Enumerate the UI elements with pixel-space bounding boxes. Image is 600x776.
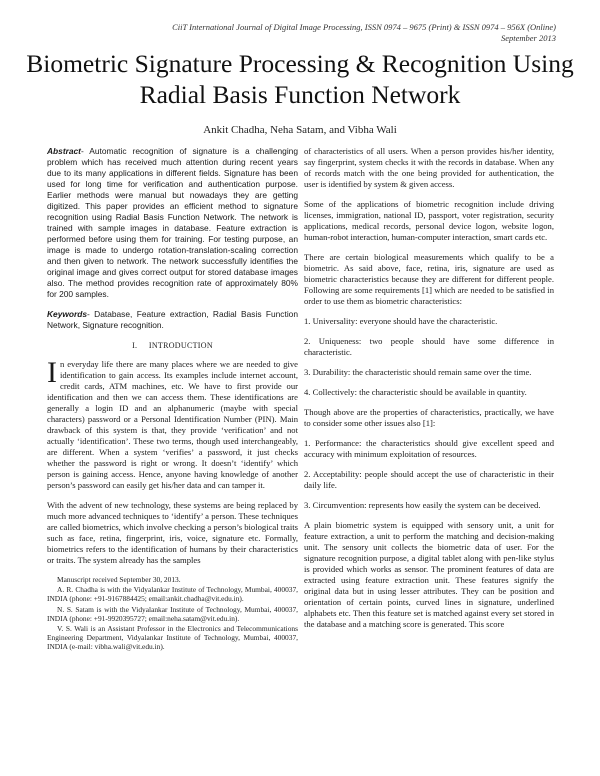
section-number: I. bbox=[132, 341, 138, 350]
introduction-body bbox=[47, 356, 298, 566]
journal-header bbox=[136, 22, 556, 43]
abstract-text: - Automatic recognition of signature is a challenging problem which has received much attention during recent years due to its many applications in different fields. Signature has been used for long time for verification and authentication purpose. Earlier methods were manual but nowadays they are getting digitized. This paper provides an efficient method to signature recognition using Radial Basis Function Network. The network is trained with sample images in database. Feature extraction is performed before using them for training. For testing purpose, an image is made to undergo rotation-translation-scaling correction and then given to network. The network successfully identifies the original image and gives correct output for stored database images also. The method provides recognition rate of approximately 80% for 200 samples. bbox=[47, 146, 298, 299]
issue-item: 1. Performance: the characteristics should give excellent speed and accuracy with minimum exploitation of resources. bbox=[304, 438, 554, 459]
section-heading-introduction bbox=[47, 340, 298, 351]
left-column bbox=[47, 146, 298, 653]
paper-title-line1: Biometric Signature Processing & Recognition Using bbox=[26, 49, 574, 78]
keywords bbox=[47, 309, 298, 331]
abstract-label: Abstract bbox=[47, 146, 81, 156]
paper-title-line2: Radial Basis Function Network bbox=[139, 80, 461, 109]
section-title: INTRODUCTION bbox=[148, 341, 213, 350]
right-paragraph-3: There are certain biological measurements which qualify to be a biometric. As said above, face, retina, iris, signature are used as biometric characteristics because they are different for different people. Following are some requirements [1] which are needed to be satisfied in order to use them as biometric characteristics: bbox=[304, 252, 554, 306]
requirement-item: 3. Durability: the characteristic should remain same over the time. bbox=[304, 367, 532, 377]
footnote-author-2: N. S. Satam is with the Vidyalankar Institute of Technology, Mumbai, 400037, INDIA (phone: +91-9920395727; email:neha.satam@vit.edu.in). bbox=[47, 604, 298, 623]
footnote-author-1: A. R. Chadha is with the Vidyalankar Institute of Technology, Mumbai, 400037, INDIA (phone: +91-9167884425; email:ankit.chadha@vit.edu.in). bbox=[47, 585, 298, 604]
right-paragraph-2: Some of the applications of biometric recognition include driving licenses, immigration, national ID, passport, voter registration, security applications, medical records, personal device logon, website logon, human-robot interaction, human-computer interaction, smart cards etc. bbox=[304, 199, 554, 242]
right-paragraph-1: of characteristics of all users. When a person provides his/her identity, say fingerprint, system checks it with the records in database. When any of records match with the one being provided for authentication, the user is identified by system & given access. bbox=[304, 146, 554, 189]
right-column bbox=[304, 146, 554, 639]
footnote-received: Manuscript received September 30, 2013. bbox=[57, 575, 181, 584]
drop-cap: I bbox=[47, 356, 57, 389]
paper-title bbox=[20, 48, 580, 110]
right-paragraph-5: A plain biometric system is equipped with sensory unit, a unit for feature extraction, a unit to perform the matching and decision-making unit. The sensory unit collects the biometric data of user. For the signature recognition purpose, a digital tablet along with pen-like stylus is provided which works as sensor. The prominent features of data are extracted using feature extraction unit. These features signify the original data but in using lesser attributes. They can be position and orientation of certain points, curved lines in signature, underlined alphabets etc. Then this feature set is matched against every set stored in the database and a matching score is generated. This score bbox=[304, 520, 554, 629]
requirement-item: 2. Uniqueness: two people should have some difference in characteristic. bbox=[304, 336, 554, 357]
journal-header-line1: CiiT International Journal of Digital Image Processing, ISSN 0974 – 9675 (Print) & ISSN 0974 – 956X (Online) bbox=[172, 22, 556, 32]
right-paragraph-4: Though above are the properties of characteristics, practically, we have to consider some other issues also [1]: bbox=[304, 407, 554, 428]
requirement-item: 1. Universality: everyone should have the characteristic. bbox=[304, 316, 498, 326]
keywords-text: - Database, Feature extraction, Radial Basis Function Network, Signature recognition. bbox=[47, 309, 298, 330]
abstract bbox=[47, 146, 298, 300]
author-list: Ankit Chadha, Neha Satam, and Vibha Wali bbox=[203, 124, 397, 136]
footnotes bbox=[47, 575, 298, 652]
issue-item: 2. Acceptability: people should accept the use of characteristic in their daily life. bbox=[304, 469, 554, 490]
keywords-label: Keywords bbox=[47, 309, 88, 319]
intro-paragraph-1-text: n everyday life there are many places where we are needed to give identification to gain access. Its examples include internet account, credit cards, ATM machines, etc. We have to first provide our identification and then we can access them. These identifications are generally a login ID and an alphanumeric (maybe with special characters) password or a Personal Identification Number (PIN). Main drawback of this system is that, they provide ‘verification’ and not actually ‘identification’. These two terms, though used interchangeably, are different. When a system ‘verifies’ a password, it just checks whether the password is right or wrong. It doesn’t ‘identify’ which person is gaining access. Hence, anyone having knowledge of another person’s password can easily get his/her data and can tamper it. bbox=[47, 359, 298, 490]
journal-header-line2: September 2013 bbox=[500, 32, 556, 43]
footnote-author-3: V. S. Wali is an Assistant Professor in the Electronics and Telecommunications Engineering Department, Vidyalankar Institute of Technology, Mumbai, 400037, INDIA (e-mail: vibha.wali@vit.edu.in). bbox=[47, 624, 298, 652]
intro-paragraph-2: With the advent of new technology, these systems are being replaced by much more advanced techniques to ‘identify’ a person. These techniques are called biometrics, which involve checking a person’s biological traits such as face, retina, fingerprint, iris, voice, signature etc. Formally, biometrics refers to the identification of humans by their characteristics or traits. The system already has the samples bbox=[47, 500, 298, 565]
issue-item: 3. Circumvention: represents how easily the system can be deceived. bbox=[304, 500, 541, 510]
requirement-item: 4. Collectively: the characteristic should be available in quantity. bbox=[304, 387, 527, 397]
intro-paragraph-1 bbox=[47, 356, 298, 491]
